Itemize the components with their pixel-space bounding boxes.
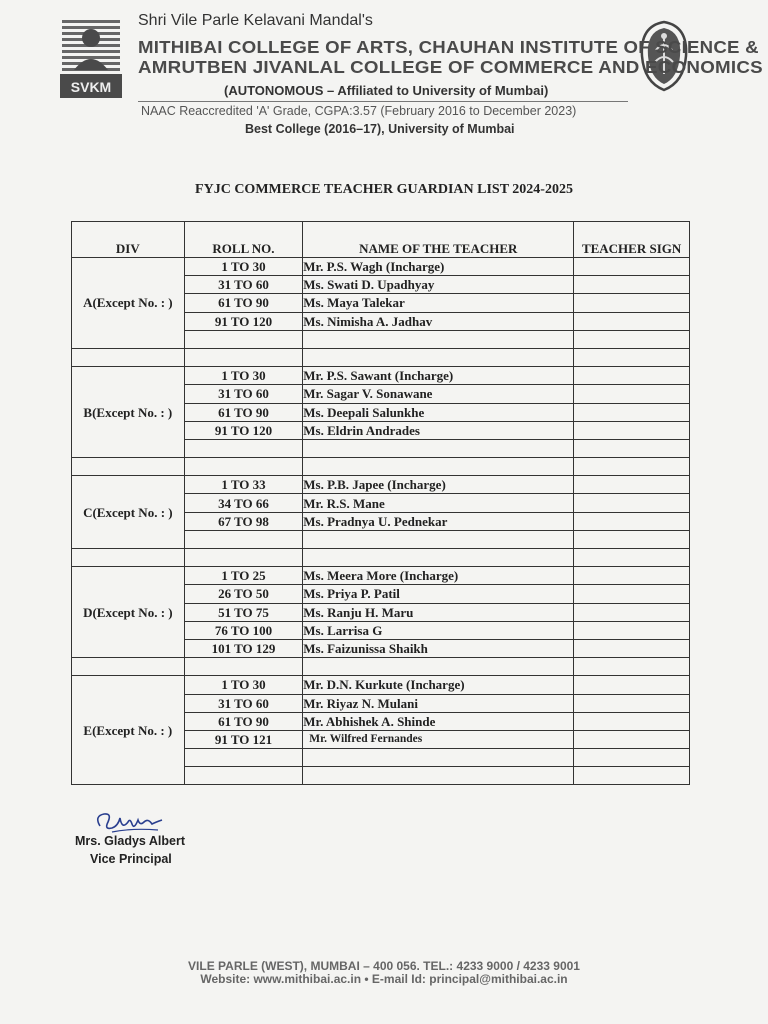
teacher-name-cell [303, 439, 574, 457]
spacer-cell [574, 658, 690, 676]
roll-cell: 91 TO 120 [184, 312, 303, 330]
roll-cell: 1 TO 25 [184, 567, 303, 585]
header-sign: TEACHER SIGN [574, 222, 690, 258]
teacher-sign-cell [574, 694, 690, 712]
roll-cell: 61 TO 90 [184, 294, 303, 312]
roll-cell [184, 330, 303, 348]
footer-address: VILE PARLE (WEST), MUMBAI – 400 056. TEL.: 4233 9000 / 4233 9001 [188, 959, 580, 973]
roll-cell [184, 439, 303, 457]
teacher-name-cell: Mr. Abhishek A. Shinde [303, 712, 574, 730]
roll-cell: 34 TO 66 [184, 494, 303, 512]
roll-cell: 67 TO 98 [184, 512, 303, 530]
roll-cell: 61 TO 90 [184, 712, 303, 730]
spacer-cell [72, 458, 185, 476]
spacer-row [72, 458, 690, 476]
teacher-name-cell: Mr. P.S. Sawant (Incharge) [303, 367, 574, 385]
teacher-sign-cell [574, 512, 690, 530]
teacher-sign-cell [574, 530, 690, 548]
teacher-sign-cell [574, 312, 690, 330]
spacer-cell [184, 458, 303, 476]
signatory-name: Mrs. Gladys Albert [75, 834, 185, 848]
table-header-row [72, 222, 690, 258]
roll-cell: 1 TO 30 [184, 258, 303, 276]
spacer-cell [303, 549, 574, 567]
div-cell: D(Except No. : ) [72, 567, 185, 658]
spacer-cell [574, 348, 690, 366]
teacher-sign-cell [574, 403, 690, 421]
signatory-role: Vice Principal [90, 852, 172, 866]
roll-cell: 1 TO 30 [184, 676, 303, 694]
teacher-sign-cell [574, 730, 690, 748]
roll-cell: 1 TO 33 [184, 476, 303, 494]
teacher-sign-cell [574, 639, 690, 657]
teacher-name-cell: Mr. P.S. Wagh (Incharge) [303, 258, 574, 276]
spacer-cell [72, 658, 185, 676]
roll-cell [184, 749, 303, 767]
teacher-sign-cell [574, 258, 690, 276]
spacer-cell [303, 658, 574, 676]
header-divider [138, 101, 628, 102]
best-college-line: Best College (2016–17), University of Mumbai [245, 122, 515, 136]
teacher-sign-cell [574, 385, 690, 403]
teacher-sign-cell [574, 567, 690, 585]
teacher-name-cell: Mr. R.S. Mane [303, 494, 574, 512]
table-row [72, 258, 690, 276]
teacher-sign-cell [574, 621, 690, 639]
teacher-name-cell: Ms. Meera More (Incharge) [303, 567, 574, 585]
roll-cell: 101 TO 129 [184, 639, 303, 657]
teacher-sign-cell [574, 494, 690, 512]
teacher-sign-cell [574, 749, 690, 767]
teacher-name-cell: Ms. Ranju H. Maru [303, 603, 574, 621]
teacher-name-cell [303, 749, 574, 767]
svkm-logo [60, 14, 122, 98]
header-div: DIV [72, 222, 185, 258]
autonomous-line: (AUTONOMOUS – Affiliated to University of Mumbai) [224, 83, 549, 98]
teacher-sign-cell [574, 276, 690, 294]
div-cell: C(Except No. : ) [72, 476, 185, 549]
roll-cell [184, 530, 303, 548]
teacher-sign-cell [574, 421, 690, 439]
table-row [72, 367, 690, 385]
teacher-name-cell: Ms. Pradnya U. Pednekar [303, 512, 574, 530]
teacher-sign-cell [574, 439, 690, 457]
teacher-sign-cell [574, 294, 690, 312]
teacher-name-cell: Mr. Wilfred Fernandes [303, 730, 574, 748]
teacher-guardian-table [71, 221, 690, 785]
teacher-name-cell [303, 767, 574, 785]
spacer-cell [303, 348, 574, 366]
roll-cell: 31 TO 60 [184, 694, 303, 712]
teacher-name-cell: Ms. P.B. Japee (Incharge) [303, 476, 574, 494]
spacer-cell [184, 549, 303, 567]
div-cell: B(Except No. : ) [72, 367, 185, 458]
spacer-cell [574, 458, 690, 476]
college-name-line-2: AMRUTBEN JIVANLAL COLLEGE OF COMMERCE AND ECONOMICS [138, 58, 763, 78]
teacher-name-cell: Ms. Priya P. Patil [303, 585, 574, 603]
roll-cell: 31 TO 60 [184, 385, 303, 403]
table-body [72, 258, 690, 785]
spacer-cell [303, 458, 574, 476]
roll-cell: 91 TO 120 [184, 421, 303, 439]
teacher-name-cell: Ms. Larrisa G [303, 621, 574, 639]
roll-cell: 76 TO 100 [184, 621, 303, 639]
spacer-cell [184, 348, 303, 366]
spacer-row [72, 658, 690, 676]
logo-text: SVKM [70, 79, 112, 95]
teacher-sign-cell [574, 676, 690, 694]
teacher-name-cell: Ms. Faizunissa Shaikh [303, 639, 574, 657]
teacher-sign-cell [574, 585, 690, 603]
spacer-cell [72, 549, 185, 567]
teacher-sign-cell [574, 330, 690, 348]
teacher-name-cell: Ms. Deepali Salunkhe [303, 403, 574, 421]
teacher-sign-cell [574, 476, 690, 494]
spacer-cell [574, 549, 690, 567]
teacher-sign-cell [574, 367, 690, 385]
roll-cell: 91 TO 121 [184, 730, 303, 748]
roll-cell: 31 TO 60 [184, 276, 303, 294]
header-roll: ROLL NO. [184, 222, 303, 258]
teacher-name-cell: Ms. Swati D. Upadhyay [303, 276, 574, 294]
div-cell: A(Except No. : ) [72, 258, 185, 349]
teacher-name-cell: Mr. D.N. Kurkute (Incharge) [303, 676, 574, 694]
div-cell: E(Except No. : ) [72, 676, 185, 785]
teacher-name-cell: Mr. Sagar V. Sonawane [303, 385, 574, 403]
spacer-cell [184, 658, 303, 676]
footer-contact: Website: www.mithibai.ac.in • E-mail Id: principal@mithibai.ac.in [200, 972, 568, 986]
roll-cell [184, 767, 303, 785]
naac-line: NAAC Reaccredited 'A' Grade, CGPA:3.57 (February 2016 to December 2023) [141, 104, 577, 118]
teacher-name-cell [303, 530, 574, 548]
spacer-row [72, 549, 690, 567]
teacher-name-cell: Ms. Maya Talekar [303, 294, 574, 312]
roll-cell: 51 TO 75 [184, 603, 303, 621]
teacher-name-cell [303, 330, 574, 348]
table-row [72, 476, 690, 494]
teacher-sign-cell [574, 767, 690, 785]
header-name: NAME OF THE TEACHER [303, 222, 574, 258]
spacer-cell [72, 348, 185, 366]
table-row [72, 676, 690, 694]
roll-cell: 1 TO 30 [184, 367, 303, 385]
table-row [72, 567, 690, 585]
teacher-sign-cell [574, 712, 690, 730]
teacher-name-cell: Ms. Nimisha A. Jadhav [303, 312, 574, 330]
college-name-line-1: MITHIBAI COLLEGE OF ARTS, CHAUHAN INSTITUTE OF SCIENCE & [138, 38, 759, 58]
document-title: FYJC COMMERCE TEACHER GUARDIAN LIST 2024-2025 [195, 182, 573, 197]
teacher-name-cell: Ms. Eldrin Andrades [303, 421, 574, 439]
society-name: Shri Vile Parle Kelavani Mandal's [138, 12, 373, 29]
teacher-sign-cell [574, 603, 690, 621]
roll-cell: 61 TO 90 [184, 403, 303, 421]
roll-cell: 26 TO 50 [184, 585, 303, 603]
spacer-row [72, 348, 690, 366]
teacher-name-cell: Mr. Riyaz N. Mulani [303, 694, 574, 712]
